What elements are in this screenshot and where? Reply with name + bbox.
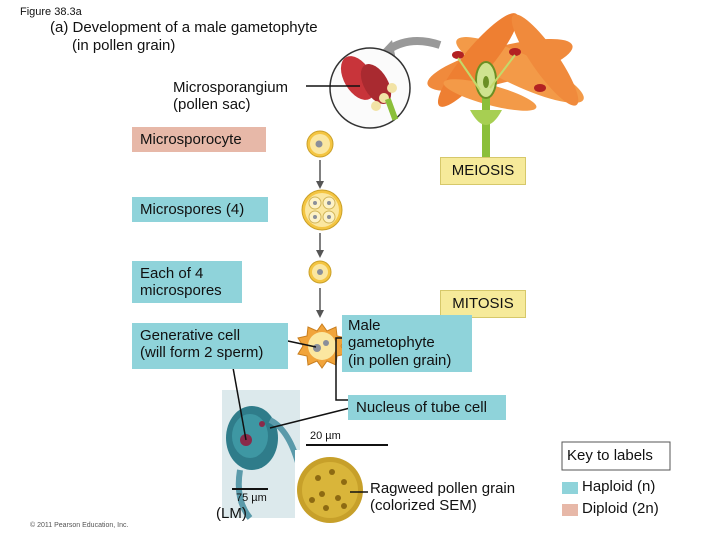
male-gametophyte-line3: (in pollen grain) (348, 351, 452, 369)
scale-75-label: 75 µm (236, 492, 267, 504)
microsporangium-label-line2: (pollen sac) (173, 96, 251, 113)
microspores-label: Microspores (4) (132, 197, 268, 222)
key-haploid: Haploid (n) (582, 478, 656, 495)
figure-title-line2: (in pollen grain) (72, 37, 176, 54)
diploid-swatch (562, 504, 578, 516)
figure-title-line1: (a) Development of a male gametophyte (50, 19, 318, 36)
ragweed-label-line1: Ragweed pollen grain (370, 480, 516, 497)
microsporangium-label-line1: Microsporangium (173, 79, 289, 96)
male-gametophyte-label (342, 315, 472, 372)
male-gametophyte-line2: gametophyte (348, 334, 435, 352)
male-gametophyte-line1: Male (348, 317, 381, 334)
scale-20-label: 20 µm (310, 430, 341, 442)
generative-cell-line2: (will form 2 sperm) (140, 344, 264, 362)
generative-cell-line1: Generative cell (140, 327, 241, 344)
anther-zoom-circle (330, 48, 410, 128)
haploid-swatch (562, 482, 578, 494)
ragweed-label-line2: (colorized SEM) (370, 497, 477, 514)
generative-cell-label (132, 323, 288, 369)
each-microspore-line1: Each of 4 (140, 265, 204, 282)
tube-nucleus-label: Nucleus of tube cell (348, 395, 506, 420)
each-microspore-label (132, 261, 242, 303)
microspore-cell (309, 261, 331, 283)
pollen-grain-cell (298, 324, 346, 368)
figure-number: Figure 38.3a (20, 6, 82, 18)
mitosis-label: MITOSIS (440, 290, 526, 318)
sem-micrograph (295, 450, 365, 530)
each-microspore-line2: microspores (140, 282, 222, 300)
tetrad-cell (302, 190, 342, 230)
microsporocyte-label: Microsporocyte (132, 127, 266, 152)
key-title: Key to labels (567, 447, 653, 464)
key-diploid: Diploid (2n) (582, 500, 659, 517)
curved-arrow (388, 41, 440, 50)
meiosis-label: MEIOSIS (440, 157, 526, 185)
microsporocyte-cell (307, 131, 333, 157)
lm-label: (LM) (216, 505, 247, 522)
copyright-text: © 2011 Pearson Education, Inc. (30, 522, 129, 529)
